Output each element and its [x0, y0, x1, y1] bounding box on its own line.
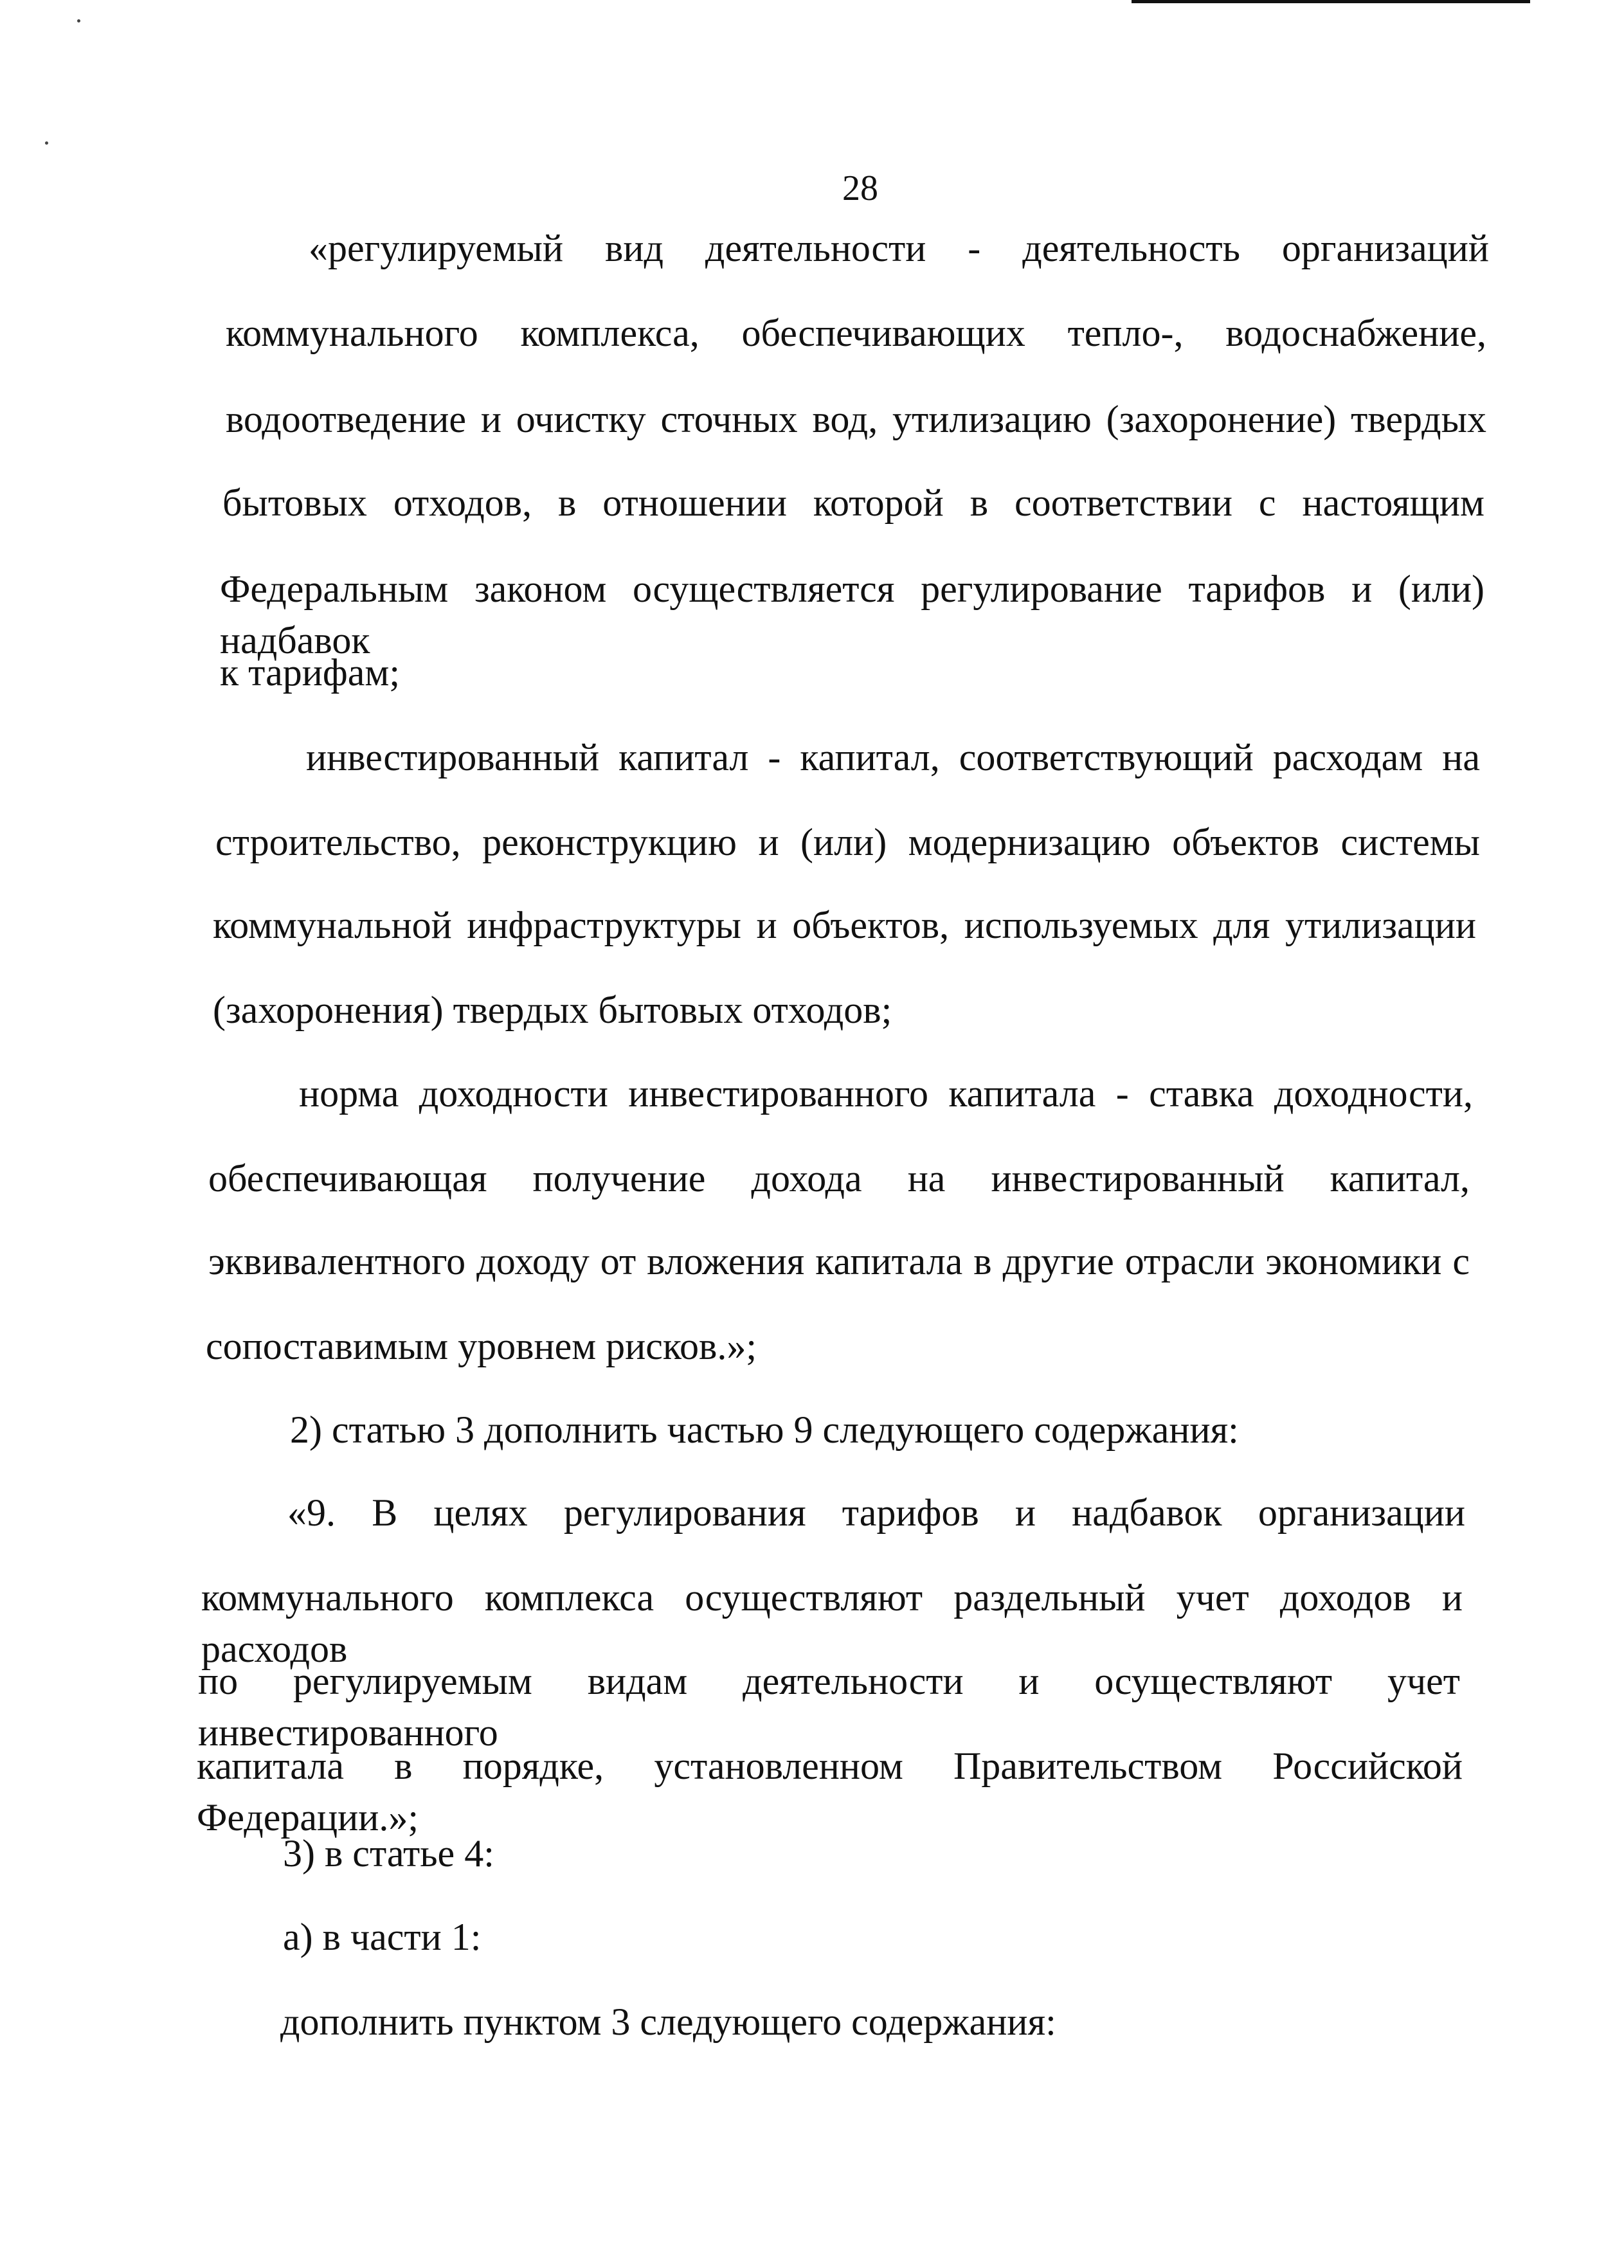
scan-edge-mark [1132, 0, 1530, 3]
text-line: эквивалентного доходу от вложения капитала в другие отрасли экономики с [208, 1240, 1470, 1282]
text-line: (захоронения) твердых бытовых отходов; [213, 989, 892, 1031]
text-line: обеспечивающая получение дохода на инвестированный капитал, [208, 1157, 1470, 1200]
text-line: по регулируемым видам деятельности и осуществляют учет инвестированного [198, 1660, 1460, 1754]
text-line: Федеральным законом осуществляется регулирование тарифов и (или) надбавок [220, 568, 1484, 662]
text-line: коммунального комплекса осуществляют раздельный учет доходов и расходов [201, 1576, 1463, 1670]
text-line: водоотведение и очистку сточных вод, утилизацию (захоронение) твердых [226, 398, 1486, 440]
scan-speck [45, 141, 48, 145]
text-line: к тарифам; [220, 651, 400, 694]
text-line: 2) статью 3 дополнить частью 9 следующего содержания: [290, 1408, 1239, 1451]
text-line: строительство, реконструкцию и (или) модернизацию объектов системы [215, 821, 1480, 863]
text-line: капитала в порядке, установленном Правительством Российской Федерации.»; [197, 1745, 1463, 1839]
text-line: «9. В целях регулирования тарифов и надбавок организации [287, 1491, 1465, 1534]
page-number: 28 [842, 168, 878, 208]
text-line: дополнить пунктом 3 следующего содержания: [280, 2001, 1056, 2043]
text-line: инвестированный капитал - капитал, соответствующий расходам на [306, 736, 1480, 779]
scan-speck [77, 19, 80, 22]
text-line: коммунальной инфраструктуры и объектов, используемых для утилизации [213, 904, 1476, 946]
text-line: «регулируемый вид деятельности - деятельность организаций [309, 227, 1489, 269]
text-line: 3) в статье 4: [283, 1832, 494, 1875]
text-line: сопоставимым уровнем рисков.»; [206, 1325, 757, 1367]
text-line: а) в части 1: [283, 1916, 482, 1958]
text-line: бытовых отходов, в отношении которой в соответствии с настоящим [222, 482, 1484, 524]
text-line: норма доходности инвестированного капитала - ставка доходности, [299, 1072, 1473, 1115]
text-line: коммунального комплекса, обеспечивающих тепло-, водоснабжение, [226, 312, 1486, 354]
